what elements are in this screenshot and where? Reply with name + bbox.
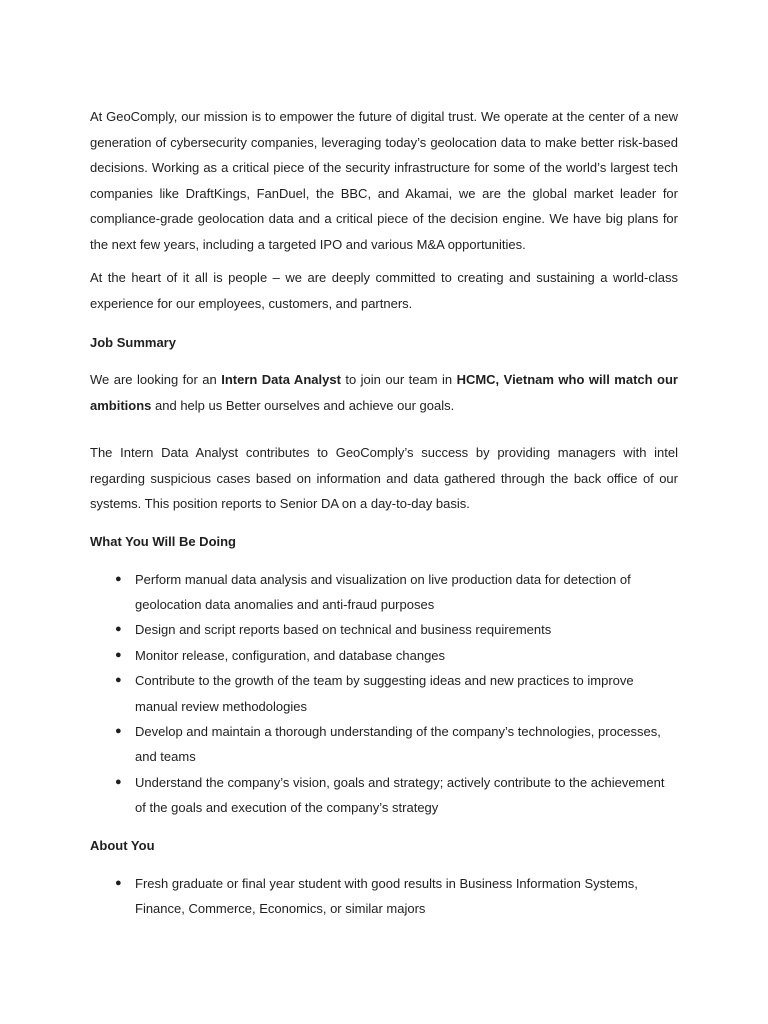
list-item-text: Develop and maintain a thorough understanding of the company’s technologies, processes, and teams — [135, 723, 661, 765]
bullet-icon: ● — [115, 876, 122, 889]
list-item — [90, 643, 678, 668]
location-text: HCMC, Vietnam who will match our ambitions — [90, 372, 678, 413]
list-item — [90, 770, 678, 821]
list-item-text: Fresh graduate or final year student with good results in Business Information Systems, Finance, Commerce, Economics, or similar majors — [135, 875, 638, 916]
list-item-text: Understand the company’s vision, goals and strategy; actively contribute to the achievement of the goals and execution of the company’s strategy — [135, 774, 665, 816]
about-you-heading: About You — [90, 837, 155, 853]
looking-text-1: We are looking for an — [90, 372, 222, 387]
bullet-icon: ● — [115, 724, 122, 737]
bullet-icon: ● — [115, 623, 122, 636]
bullet-icon: ● — [115, 775, 122, 788]
bullet-icon: ● — [115, 674, 122, 687]
list-item-text: Contribute to the growth of the team by suggesting ideas and new practices to improve manual review methodologies — [135, 673, 634, 714]
role-description-paragraph: The Intern Data Analyst contributes to GeoComply’s success by providing managers with intel regarding suspicious cases based on information and data gathered through the back office of our systems. This position reports to Senior DA on a day-to-day basis. — [90, 445, 678, 511]
bullet-icon: ● — [115, 572, 122, 585]
list-item — [90, 668, 678, 719]
list-item — [90, 871, 678, 922]
job-summary-heading: Job Summary — [90, 335, 176, 350]
what-you-will-be-doing-heading: What You Will Be Doing — [90, 533, 237, 549]
bullet-icon: ● — [115, 648, 122, 661]
list-item — [90, 617, 678, 642]
list-item-text: Perform manual data analysis and visualization on live production data for detection of geolocation data anomalies and anti-fraud purposes — [135, 571, 631, 612]
heart-paragraph: At the heart of it all is people – we are deeply committed to creating and sustaining a world-class experience for our employees, customers, and partners. — [90, 270, 678, 311]
looking-for-paragraph — [90, 367, 678, 418]
list-item — [90, 719, 678, 770]
looking-text-3: and help us Better ourselves and achieve our goals. — [151, 397, 455, 413]
intro-paragraph: At GeoComply, our mission is to empower the future of digital trust. We operate at the center of a new generation of cybersecurity companies, leveraging today’s geolocation data to make better risk-based decisions. Working as a critical piece of the security infrastructure for some of the world’s largest tech companies like DraftKings, FanDuel, the BBC, and Akamai, we are the global market leader for compliance-grade geolocation data and a critical piece of the decision engine. We have big plans for the next few years, including a targeted IPO and various M&A opportunities. — [90, 109, 678, 252]
looking-text-2: to join our team in — [340, 372, 457, 387]
responsibilities-list — [90, 567, 678, 821]
list-item-text: Monitor release, configuration, and database changes — [135, 647, 446, 663]
list-item — [90, 567, 678, 618]
list-item-text: Design and script reports based on technical and business requirements — [135, 622, 552, 638]
role-title: Intern Data Analyst — [221, 372, 341, 387]
qualifications-list — [90, 871, 678, 922]
